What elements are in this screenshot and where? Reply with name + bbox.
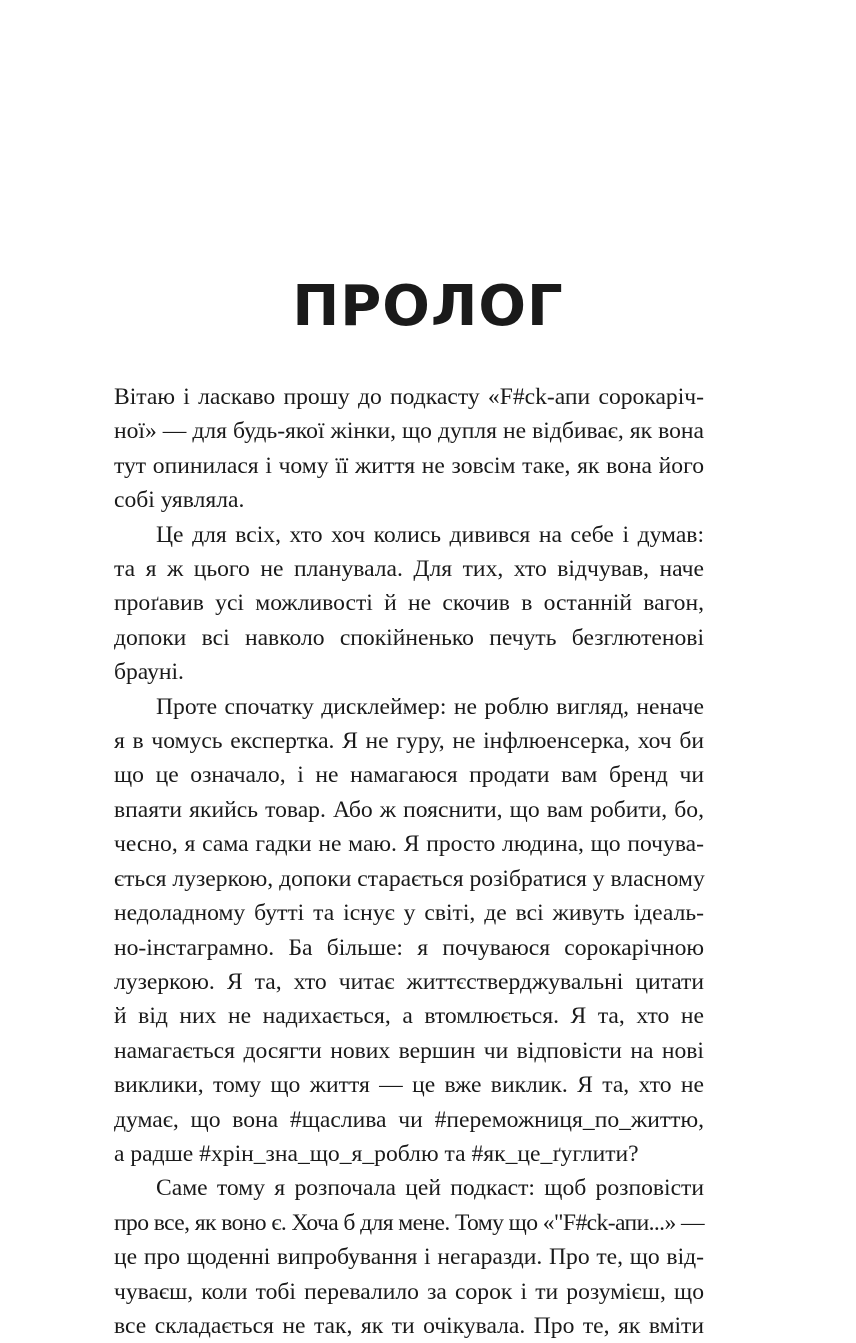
text-line: виклики, тому що життя — це вже виклик. Я та, хто не: [114, 1072, 704, 1099]
text-line: я в чомусь експертка. Я не гуру, не інфлюенсерка, хоч би: [114, 728, 704, 755]
chapter-title: ПРОЛОГ: [292, 274, 564, 339]
text-line: це про щоденні випробування і негаразди. Про те, що від-: [114, 1244, 704, 1271]
paragraph-3: [114, 690, 704, 1172]
text-line: думає, що вона #щаслива чи #переможниця_по_життю,: [114, 1106, 704, 1133]
text-line: ної» — для будь-якої жінки, що дупля не відбиває, як вона: [114, 418, 704, 445]
paragraph-1: [114, 380, 704, 518]
paragraph-2: [114, 518, 704, 690]
text-line: проґавив усі можливості й не скочив в останній вагон,: [114, 590, 704, 617]
text-line: що це означало, і не намагаюся продати вам бренд чи: [114, 762, 704, 789]
text-line: й від них не надихається, а втомлюється. Я та, хто не: [114, 1003, 704, 1030]
text-line: а радше #хрін_зна_що_я_роблю та #як_це_ґуглити?: [114, 1140, 639, 1167]
text-line: Проте спочатку дисклеймер: не роблю вигляд, неначе: [156, 693, 704, 720]
text-line: но-інстаграмно. Ба більше: я почуваюся сорокарічною: [114, 934, 704, 961]
paragraph-4: [114, 1171, 704, 1343]
text-line: допоки всі навколо спокійненько печуть безглютенові: [114, 624, 704, 651]
text-line: все складається не так, як ти очікувала. Про те, як вміти: [114, 1312, 704, 1339]
text-line: та я ж цього не планувала. Для тих, хто відчував, наче: [114, 556, 704, 583]
chapter-body: [114, 380, 704, 1343]
text-line: ється лузеркою, допоки старається розібратися у власному: [114, 865, 705, 892]
text-line: чуваєш, коли тобі перевалило за сорок і ти розумієш, що: [114, 1278, 704, 1305]
text-line: собі уявляла.: [114, 487, 245, 514]
text-line: чесно, я сама гадки не маю. Я просто людина, що почува-: [114, 831, 704, 858]
text-line: Саме тому я розпочала цей подкаст: щоб розповісти: [156, 1175, 704, 1202]
text-line: намагається досягти нових вершин чи відповісти на нові: [114, 1037, 704, 1064]
text-line: тут опинилася і чому її життя не зовсім таке, як вона його: [114, 452, 704, 479]
text-line: впаяти якийсь товар. Або ж пояснити, що вам робити, бо,: [114, 796, 704, 823]
text-line: Вітаю і ласкаво прошу до подкасту «F#ck-апи сорокаріч-: [114, 384, 704, 410]
text-line: недоладному бутті та існує у світі, де всі живуть ідеаль-: [114, 900, 704, 927]
text-line: лузеркою. Я та, хто читає життєстверджувальні цитати: [114, 968, 704, 995]
text-line: Це для всіх, хто хоч колись дивився на себе і думав:: [156, 521, 704, 548]
text-line: брауні.: [114, 659, 184, 686]
text-line: про все, як воно є. Хоча б для мене. Тому що «"F#ck-апи...» —: [114, 1209, 704, 1236]
